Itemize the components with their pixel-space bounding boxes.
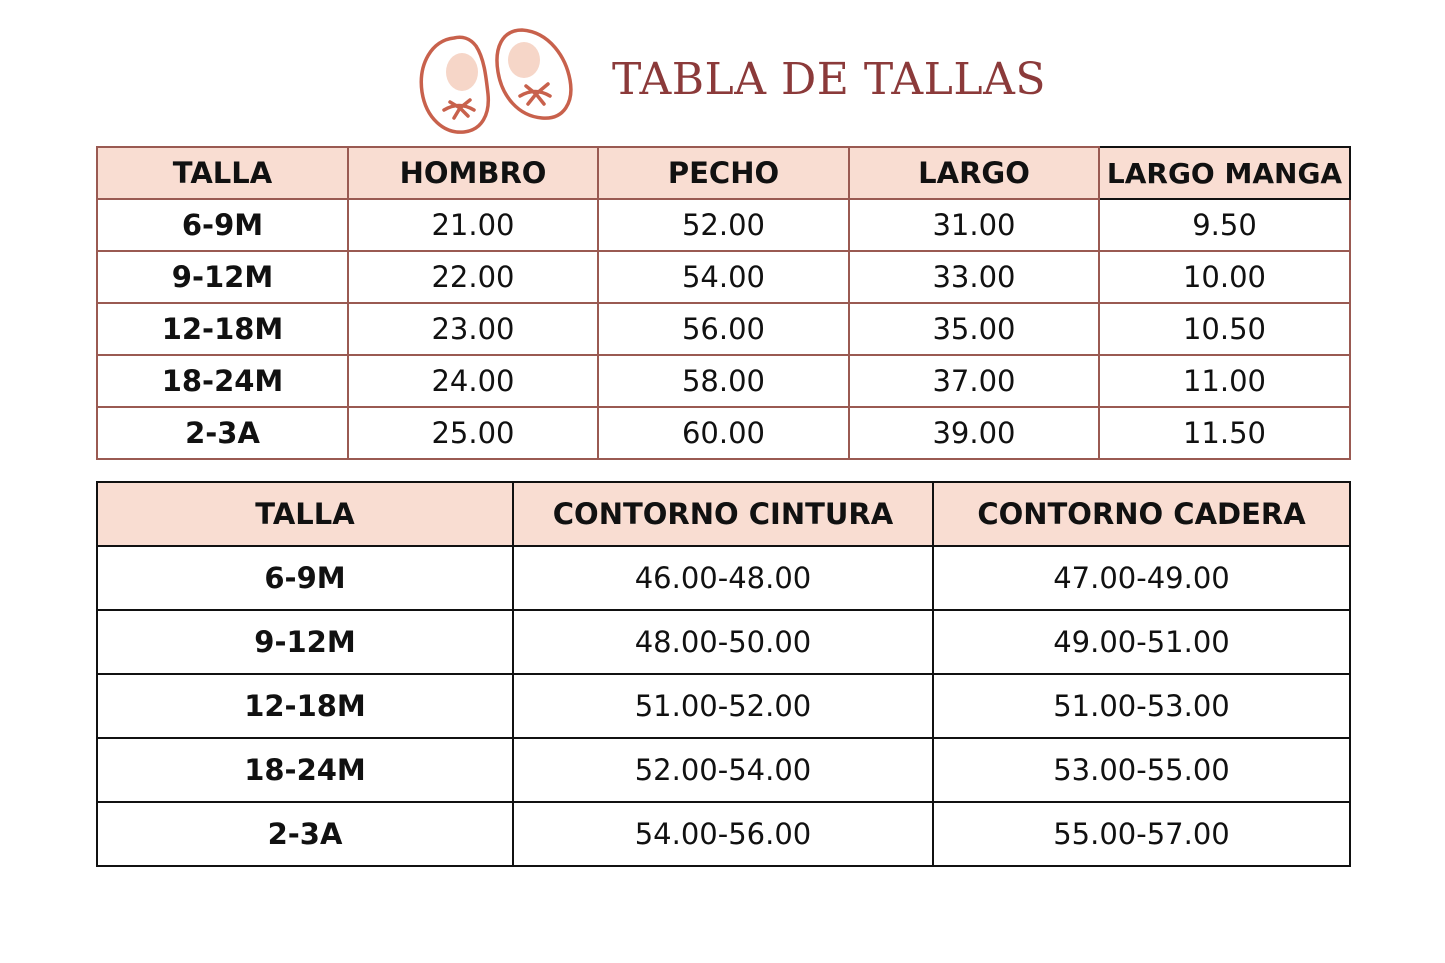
cell-size: 9-12M xyxy=(97,610,513,674)
cell-largo: 39.00 xyxy=(849,407,1099,459)
cell-pecho: 52.00 xyxy=(598,199,849,251)
cell-pecho: 60.00 xyxy=(598,407,849,459)
cell-pecho: 54.00 xyxy=(598,251,849,303)
cell-largo-manga: 9.50 xyxy=(1099,199,1350,251)
cell-cadera: 47.00-49.00 xyxy=(933,546,1350,610)
cell-cintura: 54.00-56.00 xyxy=(513,802,933,866)
header-contorno-cintura: CONTORNO CINTURA xyxy=(513,482,933,546)
page-header xyxy=(0,0,1445,140)
page-title: TABLA DE TALLAS xyxy=(612,54,1046,105)
table-row xyxy=(97,802,1350,866)
cell-cadera: 55.00-57.00 xyxy=(933,802,1350,866)
cell-size: 12-18M xyxy=(97,674,513,738)
cell-cadera: 53.00-55.00 xyxy=(933,738,1350,802)
cell-hombro: 21.00 xyxy=(348,199,598,251)
cell-hombro: 23.00 xyxy=(348,303,598,355)
table-row xyxy=(97,251,1350,303)
cell-size: 18-24M xyxy=(97,355,348,407)
cell-cadera: 51.00-53.00 xyxy=(933,674,1350,738)
table-row xyxy=(97,610,1350,674)
table-row xyxy=(97,199,1350,251)
cell-hombro: 24.00 xyxy=(348,355,598,407)
table-header-row xyxy=(97,147,1350,199)
header-largo-manga: LARGO MANGA xyxy=(1099,147,1350,199)
cell-cintura: 52.00-54.00 xyxy=(513,738,933,802)
cell-pecho: 56.00 xyxy=(598,303,849,355)
cell-largo-manga: 10.50 xyxy=(1099,303,1350,355)
cell-hombro: 25.00 xyxy=(348,407,598,459)
header-hombro: HOMBRO xyxy=(348,147,598,199)
cell-largo-manga: 10.00 xyxy=(1099,251,1350,303)
cell-largo: 37.00 xyxy=(849,355,1099,407)
table-row xyxy=(97,355,1350,407)
table-header-row xyxy=(97,482,1350,546)
cell-largo: 31.00 xyxy=(849,199,1099,251)
size-table-contours xyxy=(96,481,1351,867)
table-row xyxy=(97,738,1350,802)
cell-size: 6-9M xyxy=(97,546,513,610)
cell-largo-manga: 11.00 xyxy=(1099,355,1350,407)
table-row xyxy=(97,407,1350,459)
cell-size: 6-9M xyxy=(97,199,348,251)
cell-cintura: 48.00-50.00 xyxy=(513,610,933,674)
header-largo: LARGO xyxy=(849,147,1099,199)
cell-cintura: 46.00-48.00 xyxy=(513,546,933,610)
cell-largo: 33.00 xyxy=(849,251,1099,303)
cell-size: 18-24M xyxy=(97,738,513,802)
cell-largo-manga: 11.50 xyxy=(1099,407,1350,459)
cell-size: 12-18M xyxy=(97,303,348,355)
header-talla: TALLA xyxy=(97,482,513,546)
cell-cadera: 49.00-51.00 xyxy=(933,610,1350,674)
cell-size: 2-3A xyxy=(97,407,348,459)
cell-pecho: 58.00 xyxy=(598,355,849,407)
cell-size: 9-12M xyxy=(97,251,348,303)
header-talla: TALLA xyxy=(97,147,348,199)
size-table-measurements xyxy=(96,146,1351,460)
header-pecho: PECHO xyxy=(598,147,849,199)
table-row xyxy=(97,546,1350,610)
table-row xyxy=(97,674,1350,738)
cell-largo: 35.00 xyxy=(849,303,1099,355)
header-contorno-cadera: CONTORNO CADERA xyxy=(933,482,1350,546)
cell-cintura: 51.00-52.00 xyxy=(513,674,933,738)
baby-booties-icon xyxy=(414,24,578,138)
cell-hombro: 22.00 xyxy=(348,251,598,303)
table-row xyxy=(97,303,1350,355)
cell-size: 2-3A xyxy=(97,802,513,866)
